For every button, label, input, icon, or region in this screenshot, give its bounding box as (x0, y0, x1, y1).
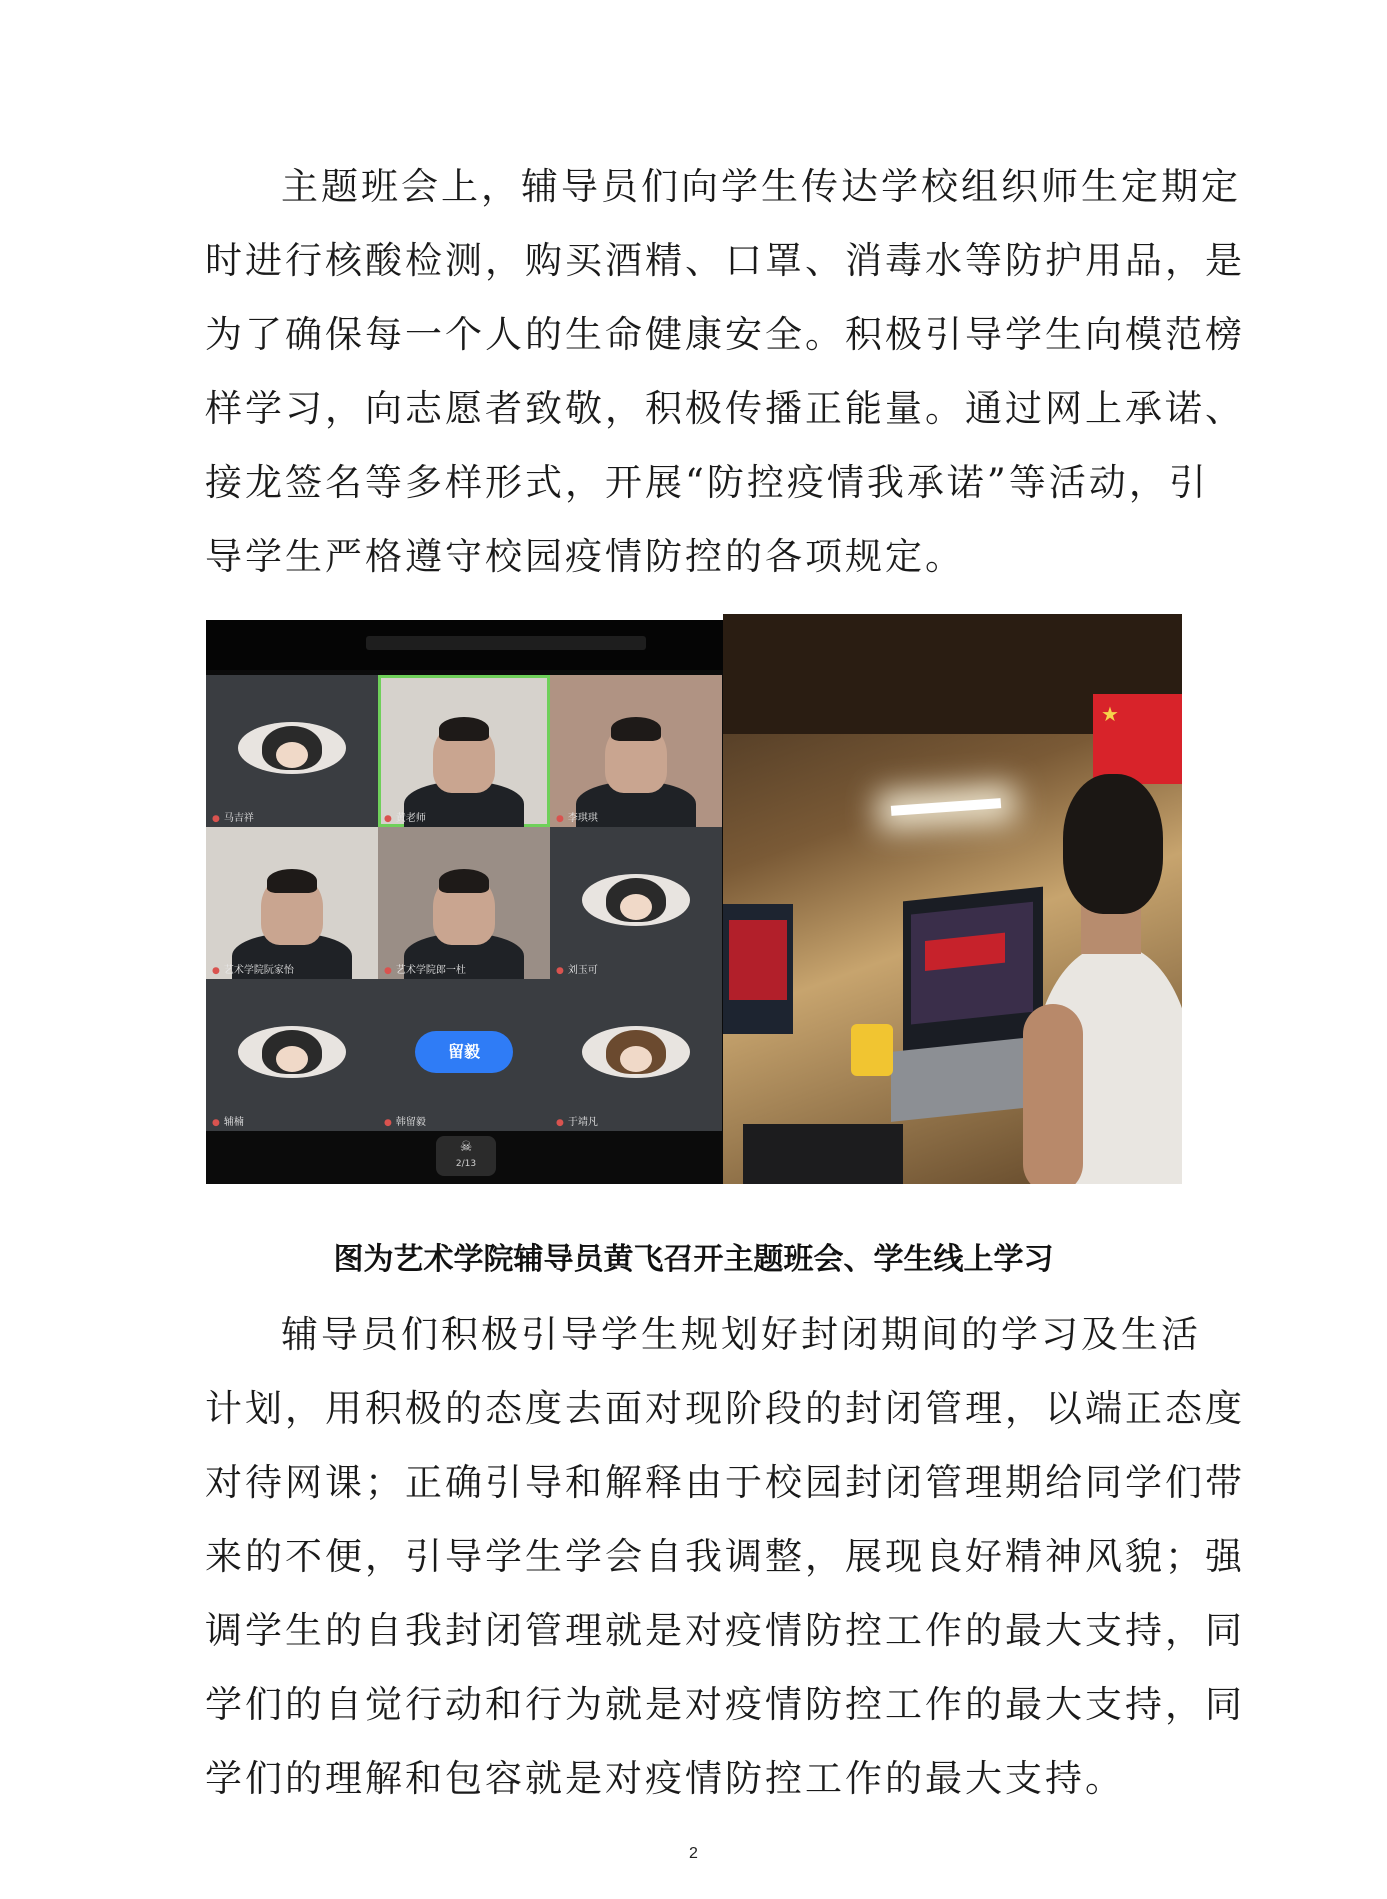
participant-name: ● 艺术学院郎一杜 (384, 961, 466, 976)
meeting-top-bar (206, 620, 723, 670)
student-study-photo (723, 614, 1182, 1184)
participant-name: ● 艺术学院阮家怡 (212, 961, 294, 976)
figure (206, 614, 1182, 1184)
paragraph-2 (205, 1298, 1245, 1816)
participant-tile (550, 675, 722, 827)
paragraph-line: 学们的自觉行动和行为就是对疫情防控工作的最大支持，同 (205, 1683, 1245, 1726)
meeting-screenshot (206, 620, 723, 1184)
avatar (238, 1026, 346, 1078)
paragraph-line: 调学生的自我封闭管理就是对疫情防控工作的最大支持，同 (205, 1609, 1245, 1652)
keyboard (743, 1124, 903, 1184)
paragraph-line: 导学生严格遵守校园疫情防控的各项规定。 (205, 535, 965, 578)
mug (851, 1024, 893, 1076)
participant-tile (206, 675, 378, 827)
participant-tile (378, 827, 550, 979)
paragraph-line: 主题班会上，辅导员们向学生传达学校组织师生定期定 (281, 165, 1241, 208)
participant-name: ● 黄老师 (384, 809, 426, 824)
avatar (582, 1026, 690, 1078)
paragraph-line: 为了确保每一个人的生命健康安全。积极引导学生向模范榜 (205, 313, 1245, 356)
paragraph-line: 接龙签名等多样形式，开展“防控疫情我承诺”等活动，引 (205, 461, 1209, 504)
participant-name: ● 于靖凡 (556, 1113, 598, 1128)
participant-name: ● 辅楠 (212, 1113, 244, 1128)
paragraph-line: 计划，用积极的态度去面对现阶段的封闭管理，以端正态度 (205, 1387, 1245, 1430)
paragraph-line: 辅导员们积极引导学生规划好封闭期间的学习及生活 (281, 1313, 1201, 1356)
name-badge: 留毅 (415, 1031, 513, 1073)
desk-lamp (891, 798, 1001, 816)
participant-name: ● 韩留毅 (384, 1113, 426, 1128)
laptop-keyboard (891, 1036, 1041, 1122)
avatar (238, 722, 346, 774)
participant-tile-active (378, 675, 550, 827)
participant-tile (550, 979, 722, 1131)
paragraph-1 (205, 150, 1245, 594)
participant-tile (206, 979, 378, 1131)
participant-tile (206, 827, 378, 979)
monitor (723, 904, 793, 1034)
skull-icon: ☠ (459, 1139, 473, 1155)
paragraph-line: 对待网课；正确引导和解释由于校园封闭管理期给同学们带 (205, 1461, 1245, 1504)
paragraph-line: 时进行核酸检测，购买酒精、口罩、消毒水等防护用品，是 (205, 239, 1245, 282)
paragraph-line: 来的不便，引导学生学会自我调整，展现良好精神风貌；强 (205, 1535, 1245, 1578)
participant-name: ● 马吉祥 (212, 809, 254, 824)
participant-tile (378, 979, 550, 1131)
paragraph-line: 学们的理解和包容就是对疫情防控工作的最大支持。 (205, 1757, 1125, 1800)
flag: ★ (1093, 694, 1182, 784)
participant-tile (550, 827, 722, 979)
page-number: 2 (689, 1845, 698, 1862)
participant-name: ● 李琪琪 (556, 809, 598, 824)
meeting-pager (436, 1136, 496, 1176)
paragraph-line: 样学习，向志愿者致敬，积极传播正能量。通过网上承诺、 (205, 387, 1245, 430)
laptop (903, 887, 1043, 1052)
figure-caption: 图为艺术学院辅导员黄飞召开主题班会、学生线上学习 (333, 1242, 1054, 1277)
participant-name: ● 刘玉可 (556, 961, 598, 976)
student (1023, 774, 1182, 1184)
avatar (582, 874, 690, 926)
page-indicator: 2/13 (455, 1159, 477, 1169)
